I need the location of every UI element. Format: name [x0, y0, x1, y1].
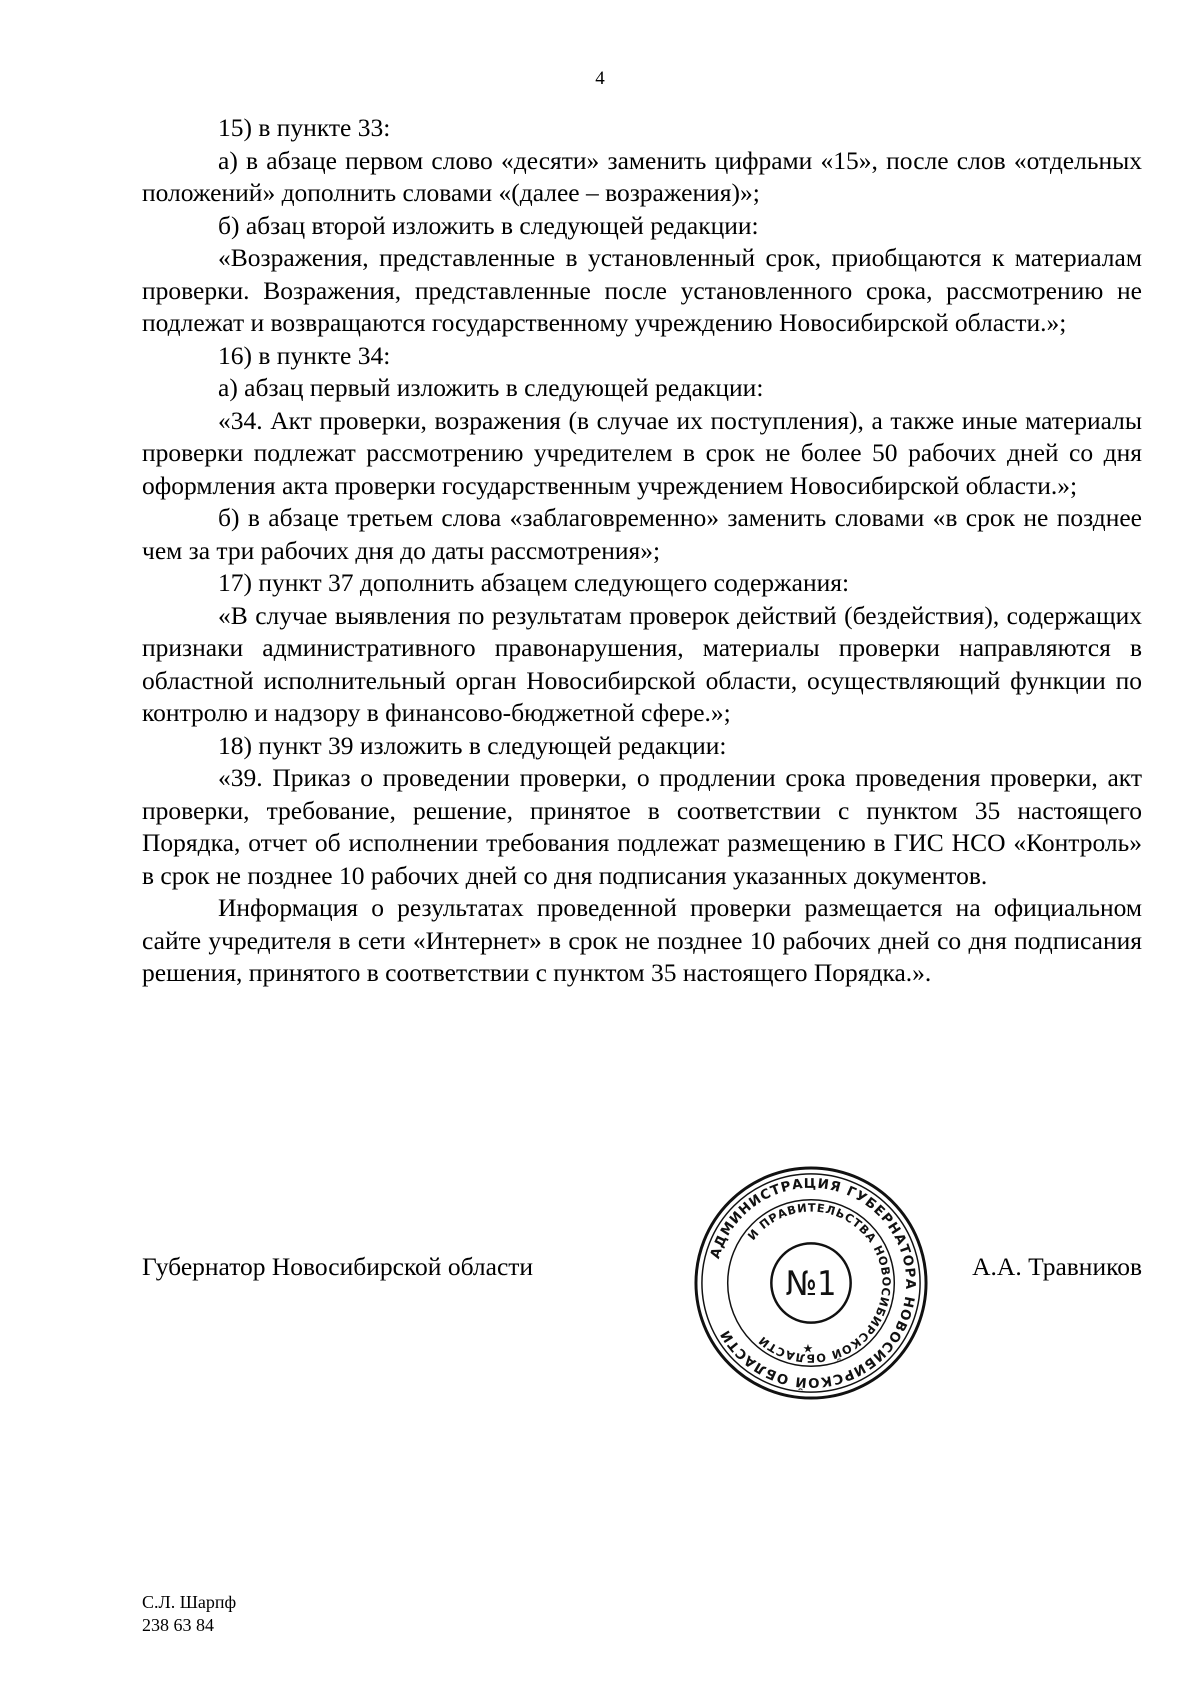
seal-star-icon: ★ — [802, 1341, 814, 1356]
paragraph: 17) пункт 37 дополнить абзацем следующего содержания: — [218, 568, 850, 597]
page-number: 4 — [595, 68, 605, 89]
seal-center-text: №1 — [785, 1263, 837, 1303]
seal-inner-text: И ПРАВИТЕЛЬСТВА НОВОСИБИРСКОЙ ОБЛАСТИ — [744, 1200, 894, 1366]
executor-name: С.Л. Шарпф — [142, 1592, 237, 1612]
paragraph: Информация о результатах проведенной проверки размещается на официальном сайте учредителя в сети «Интернет» в срок не позднее 10 рабочих дней со дня подписания решения, принятого в соответствии с пунктом 35 настоящего Порядка.». — [142, 893, 1142, 987]
executor-info — [142, 1591, 236, 1637]
paragraph: 16) в пункте 34: — [218, 340, 391, 370]
document-body — [142, 112, 1142, 990]
paragraph: «39. Приказ о проведении проверки, о продлении срока проведения проверки, акт проверки, требование, решение, принятое в соответствии с пунктом 35 настоящего Порядка, отчет об исполнении требования подлежат размещению в ГИС НСО «Контроль» в срок не позднее 10 рабочих дней со дня подписания указанных документов. — [142, 763, 1142, 890]
paragraph: 15) в пункте 33: — [218, 113, 391, 142]
paragraph: «Возражения, представленные в установленный срок, приобщаются к материалам проверки. Возражения, представленные после установленного срока, рассмотрению не подлежат и возвращаются государственному учреждению Новосибирской области.»; — [142, 243, 1142, 337]
seal-outer-text: АДМИНИСТРАЦИЯ ГУБЕРНАТОРА НОВОСИБИРСКОЙ ОБЛАСТИ — [708, 1176, 918, 1390]
seal-graphic — [692, 1164, 930, 1402]
paragraph: «В случае выявления по результатам проверок действий (бездействия), содержащих признаки административного правонарушения, материалы проверки направляются в областной исполнительный орган Новосибирской области, осуществляющий функции по контролю и надзору в финансово-бюджетной сфере.»; — [142, 600, 1142, 727]
paragraph: 18) пункт 39 изложить в следующей редакции: — [218, 730, 727, 760]
paragraph: б) в абзаце третьем слова «заблаговременно» заменить словами «в срок не позднее чем за три рабочих дня до даты рассмотрения»; — [142, 503, 1142, 565]
executor-phone: 238 63 84 — [142, 1615, 214, 1635]
paragraph: «34. Акт проверки, возражения (в случае их поступления), а также иные материалы проверки подлежат рассмотрению учредителем в срок не более 50 рабочих дней со дня оформления акта проверки государственным учреждением Новосибирской области.»; — [142, 405, 1142, 500]
signatory-name: А.А. Травников — [972, 1252, 1142, 1281]
paragraph: б) абзац второй изложить в следующей редакции: — [218, 210, 759, 240]
official-seal — [692, 1164, 930, 1402]
signatory-position: Губернатор Новосибирской области — [142, 1252, 534, 1281]
paragraph: а) абзац первый изложить в следующей редакции: — [218, 373, 764, 402]
paragraph: а) в абзаце первом слово «десяти» заменить цифрами «15», после слов «отдельных положений» дополнить словами «(далее – возражения)»; — [142, 145, 1142, 207]
